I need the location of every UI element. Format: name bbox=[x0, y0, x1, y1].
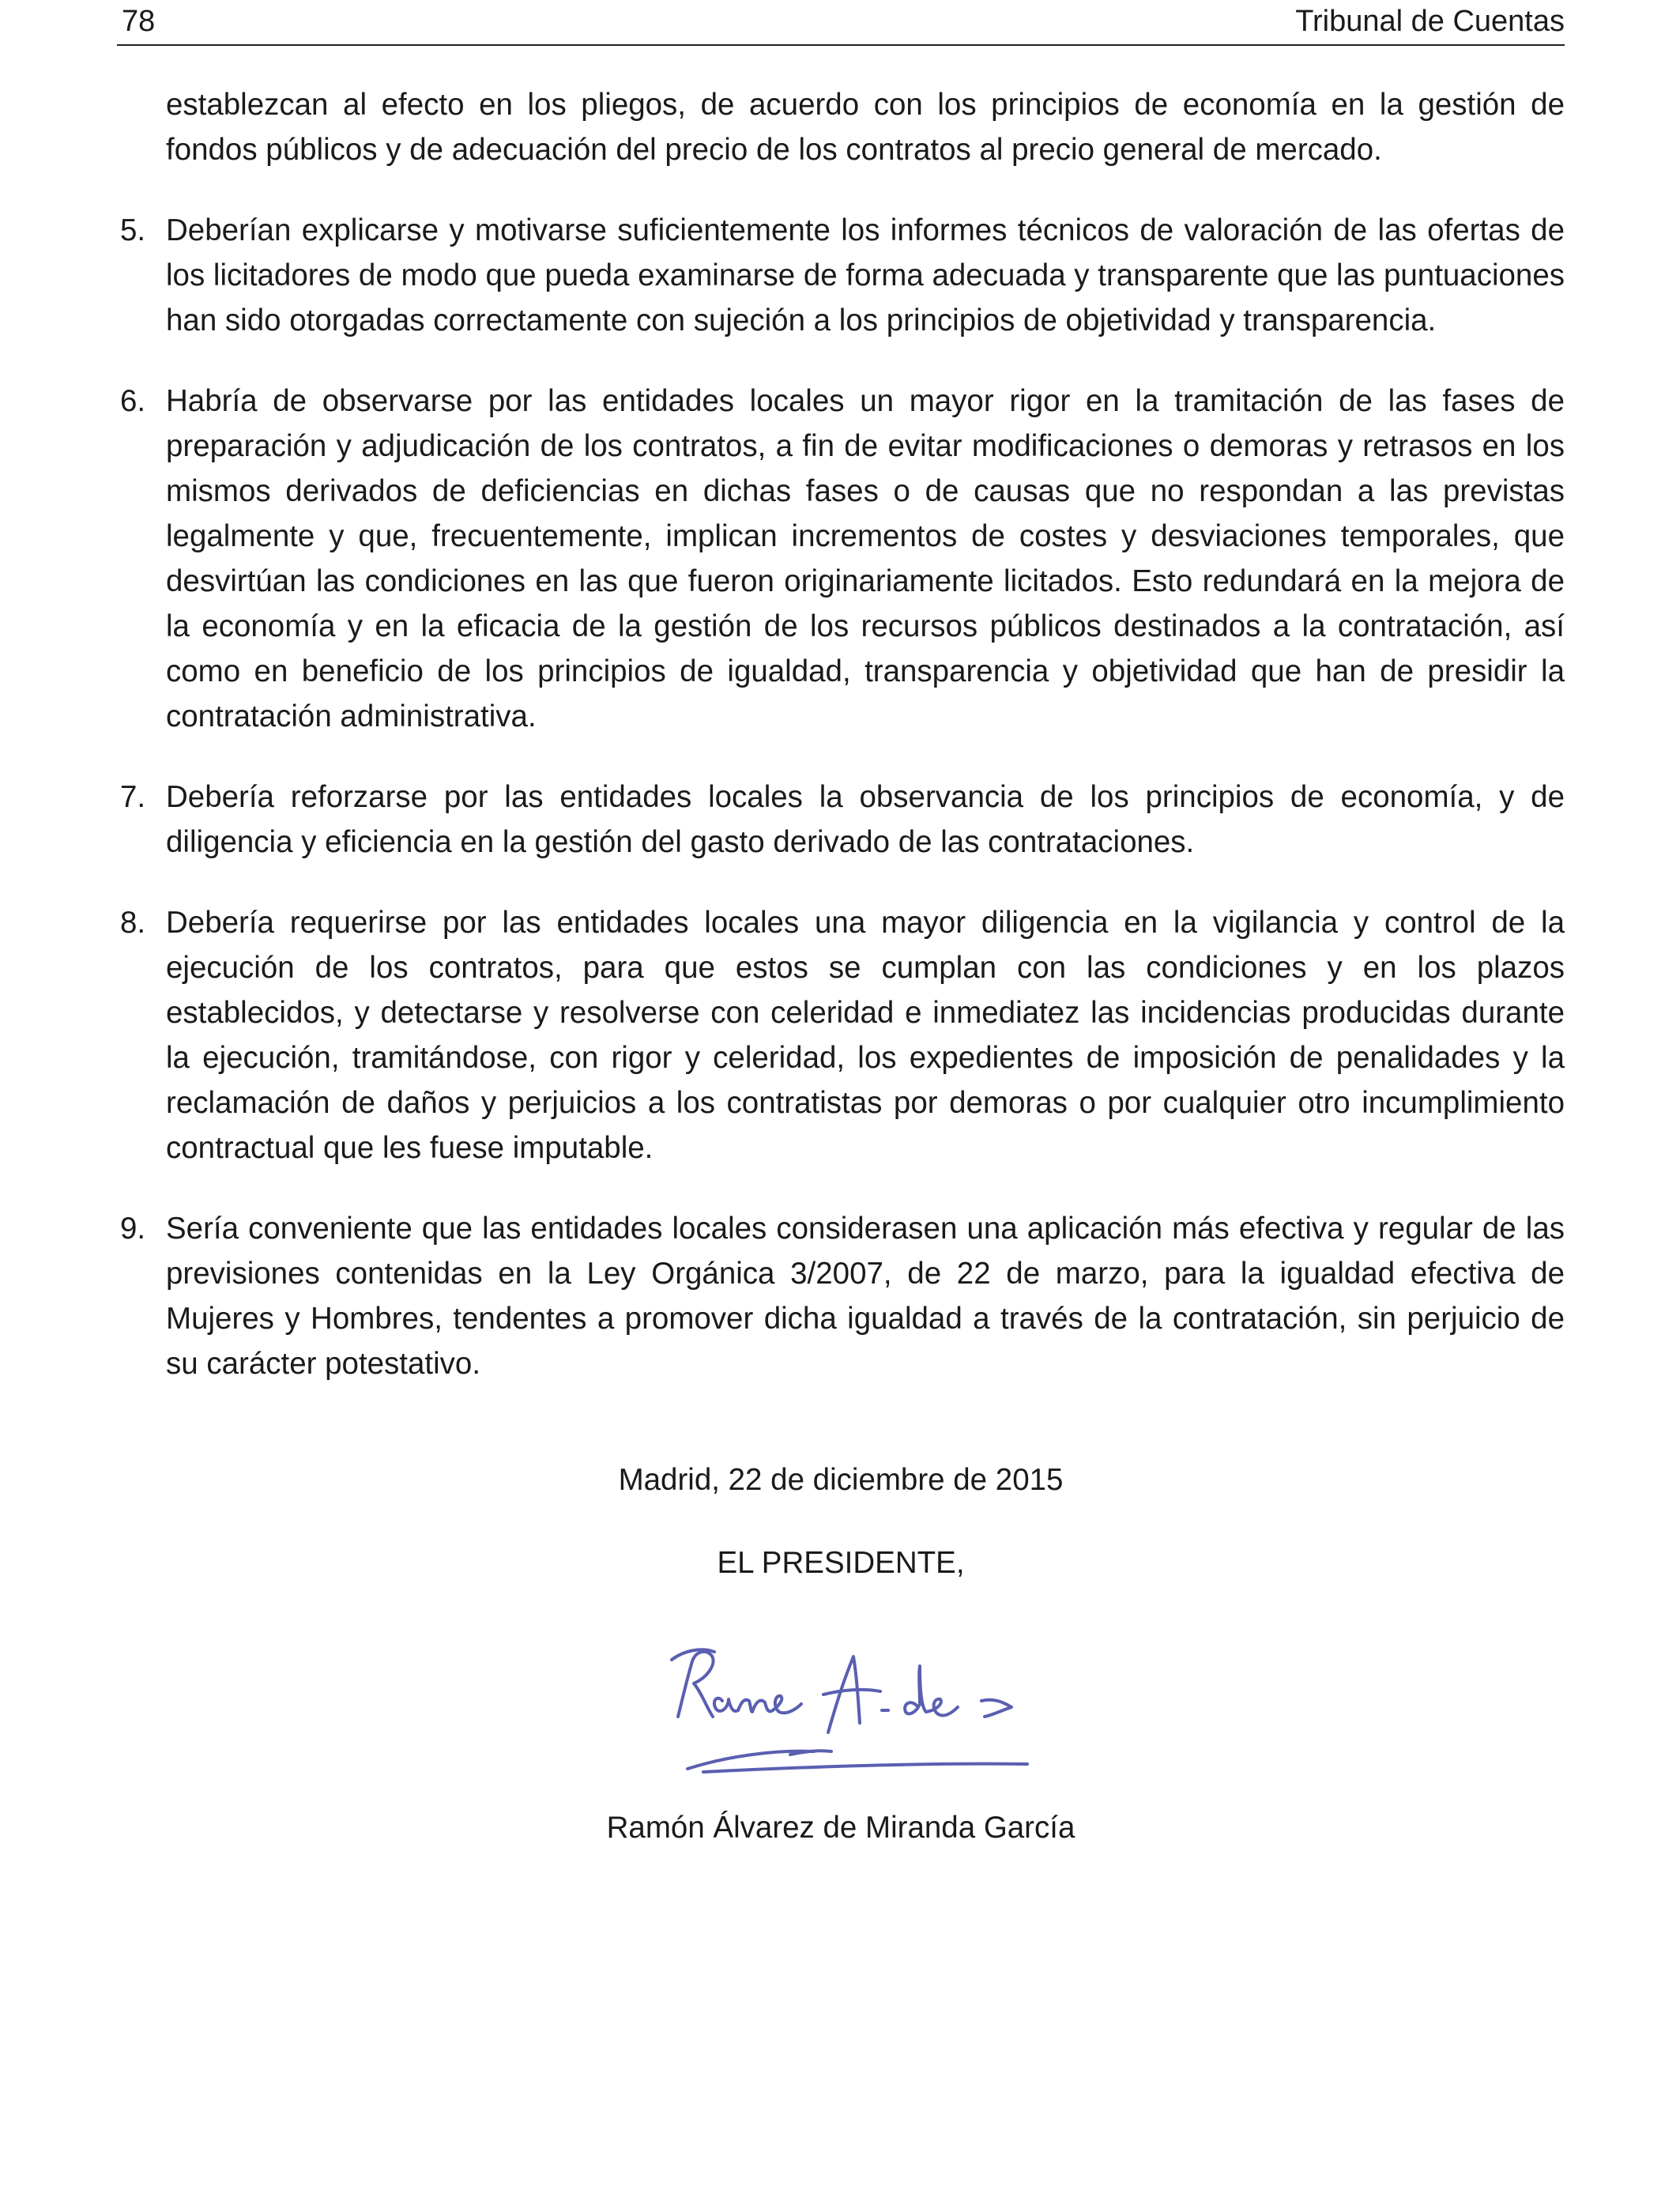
item-text: Debería reforzarse por las entidades locales la observancia de los principios de economía, y de diligencia y eficiencia en la gestión del gasto derivado de las contrataciones. bbox=[166, 780, 1565, 859]
body-text bbox=[117, 82, 1565, 1422]
recommendation-8 bbox=[117, 900, 1565, 1171]
recommendation-9 bbox=[117, 1206, 1565, 1386]
continuation-paragraph: establezcan al efecto en los pliegos, de acuerdo con los principios de economía en la gestión de fondos públicos y de adecuación del precio de los contratos al precio general de mercado. bbox=[166, 88, 1565, 167]
signer-title: EL PRESIDENTE, bbox=[717, 1546, 965, 1580]
signer-name: Ramón Álvarez de Miranda García bbox=[606, 1811, 1075, 1845]
item-text: Deberían explicarse y motivarse suficientemente los informes técnicos de valoración de las ofertas de los licitadores de modo que pueda examinarse de forma adecuada y transparente que las puntuaciones han sido otorgadas correctamente con sujeción a los principios de objetividad y transparencia. bbox=[166, 213, 1565, 337]
recommendation-6 bbox=[117, 379, 1565, 739]
item-text: Debería requerirse por las entidades locales una mayor diligencia en la vigilancia y control de la ejecución de los contratos, para que estos se cumplan con las condiciones y en los plazos establecidos, y detectarse y resolverse con celeridad e inmediatez las incidencias producidas durante la ejecución, tramitándose, con rigor y celeridad, los expedientes de imposición de penalidades y la reclamación de daños y perjuicios a los contratistas por demoras o por cualquier otro incumplimiento contractual que les fuese imputable. bbox=[166, 906, 1565, 1165]
item-number: 5. bbox=[120, 213, 146, 247]
header-title: Tribunal de Cuentas bbox=[1295, 5, 1565, 38]
item-number: 7. bbox=[120, 780, 146, 814]
recommendation-7 bbox=[117, 775, 1565, 865]
place-and-date: Madrid, 22 de diciembre de 2015 bbox=[618, 1463, 1064, 1497]
running-header bbox=[117, 0, 1565, 46]
item-text: Sería conveniente que las entidades locales considerasen una aplicación más efectiva y regular de las previsiones contenidas en la Ley Orgánica 3/2007, de 22 de marzo, para la igualdad efectiva de Mujeres y Hombres, tendentes a promover dicha igualdad a través de la contratación, sin perjuicio de su carácter potestativo. bbox=[166, 1212, 1565, 1381]
item-number: 9. bbox=[120, 1212, 146, 1246]
handwritten-signature bbox=[656, 1628, 1067, 1786]
item-number: 6. bbox=[120, 384, 146, 418]
item-text: Habría de observarse por las entidades locales un mayor rigor en la tramitación de las fases de preparación y adjudicación de los contratos, a fin de evitar modificaciones o demoras y retrasos en los mismos derivados de deficiencias en dichas fases o de causas que no respondan a las previstas legalmente y que, frecuentemente, implican incrementos de costes y desviaciones temporales, que desvirtúan las condiciones en las que fueron originariamente licitados. Esto redundará en la mejora de la economía y en la eficacia de la gestión de los recursos públicos destinados a la contratación, así como en beneficio de los principios de igualdad, transparencia y objetividad que han de presidir la contratación administrativa. bbox=[166, 384, 1565, 733]
page-number: 78 bbox=[122, 5, 156, 38]
item-number: 8. bbox=[120, 906, 146, 940]
recommendation-5 bbox=[117, 208, 1565, 343]
